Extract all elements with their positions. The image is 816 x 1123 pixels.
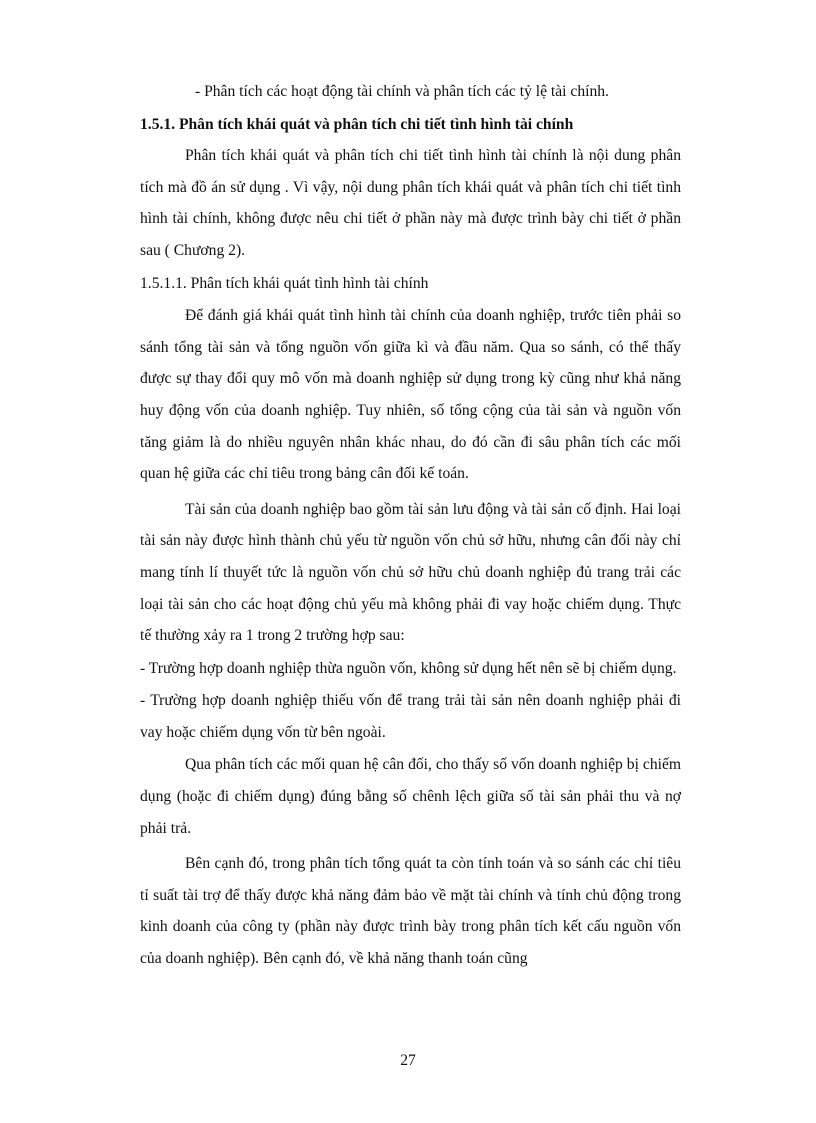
paragraph-3: Tài sản của doanh nghiệp bao gồm tài sản lưu động và tài sản cố định. Hai loại tài sản này được hình thành chủ yếu từ nguồn vốn chủ sở hữu, nhưng cân đối này chỉ mang tính lí thuyết tức là nguồn vốn chủ sở hữu chủ doanh nghiệp đủ trang trải các loại tài sản cho các hoạt động chủ yếu mà không phải đi vay hoặc chiếm dụng. Thực tế thường xảy ra 1 trong 2 trường hợp sau: bbox=[140, 500, 681, 645]
document-page bbox=[140, 76, 681, 975]
paragraph-1: Phân tích khái quát và phân tích chi tiết tình hình tài chính là nội dung phân tích mà đồ án sử dụng . Vì vậy, nội dung phân tích khái quát và phân tích chi tiết tình hình tài chính, không được nêu chi tiết ở phần này mà được trình bày chi tiết ở phần sau ( Chương 2). bbox=[140, 147, 681, 259]
case-2: - Trường hợp doanh nghiệp thiếu vốn để trang trải tài sản nên doanh nghiệp phải đi vay hoặc chiếm dụng vốn từ bên ngoài. bbox=[140, 692, 681, 741]
paragraph-2: Để đánh giá khái quát tình hình tài chính của doanh nghiệp, trước tiên phải so sánh tổng tài sản và tổng nguồn vốn giữa kì và đầu năm. Qua so sánh, có thể thấy được sự thay đổi quy mô vốn mà doanh nghiệp sử dụng trong kỳ cũng như khả năng huy động vốn của doanh nghiệp. Tuy nhiên, số tổng cộng của tài sản và nguồn vốn tăng giảm là do nhiều nguyên nhân khác nhau, do đó cần đi sâu phân tích các mối quan hệ giữa các chỉ tiêu trong bảng cân đối kế toán. bbox=[140, 307, 681, 483]
section-heading: 1.5.1. Phân tích khái quát và phân tích chi tiết tình hình tài chính bbox=[140, 115, 574, 133]
page-number: 27 bbox=[400, 1052, 416, 1069]
paragraph-5: Bên cạnh đó, trong phân tích tổng quát ta còn tính toán và so sánh các chỉ tiêu tỉ suất tài trợ để thấy được khả năng đảm bảo về mặt tài chính và tính chủ động trong kinh doanh của công ty (phần này được trình bày trong phân tích kết cấu nguồn vốn của doanh nghiệp). Bên cạnh đó, về khả năng thanh toán cũng bbox=[140, 855, 681, 968]
paragraph-4: Qua phân tích các mối quan hệ cân đối, cho thấy số vốn doanh nghiệp bị chiếm dụng (hoặc đi chiếm dụng) đúng bằng số chênh lệch giữa số tài sản phải thu và nợ phải trả. bbox=[140, 756, 681, 837]
case-1: - Trường hợp doanh nghiệp thừa nguồn vốn, không sử dụng hết nên sẽ bị chiếm dụng. bbox=[140, 659, 677, 677]
subsection-heading: 1.5.1.1. Phân tích khái quát tình hình tài chính bbox=[140, 274, 429, 292]
intro-bullet: - Phân tích các hoạt động tài chính và phân tích các tỷ lệ tài chính. bbox=[195, 83, 609, 100]
